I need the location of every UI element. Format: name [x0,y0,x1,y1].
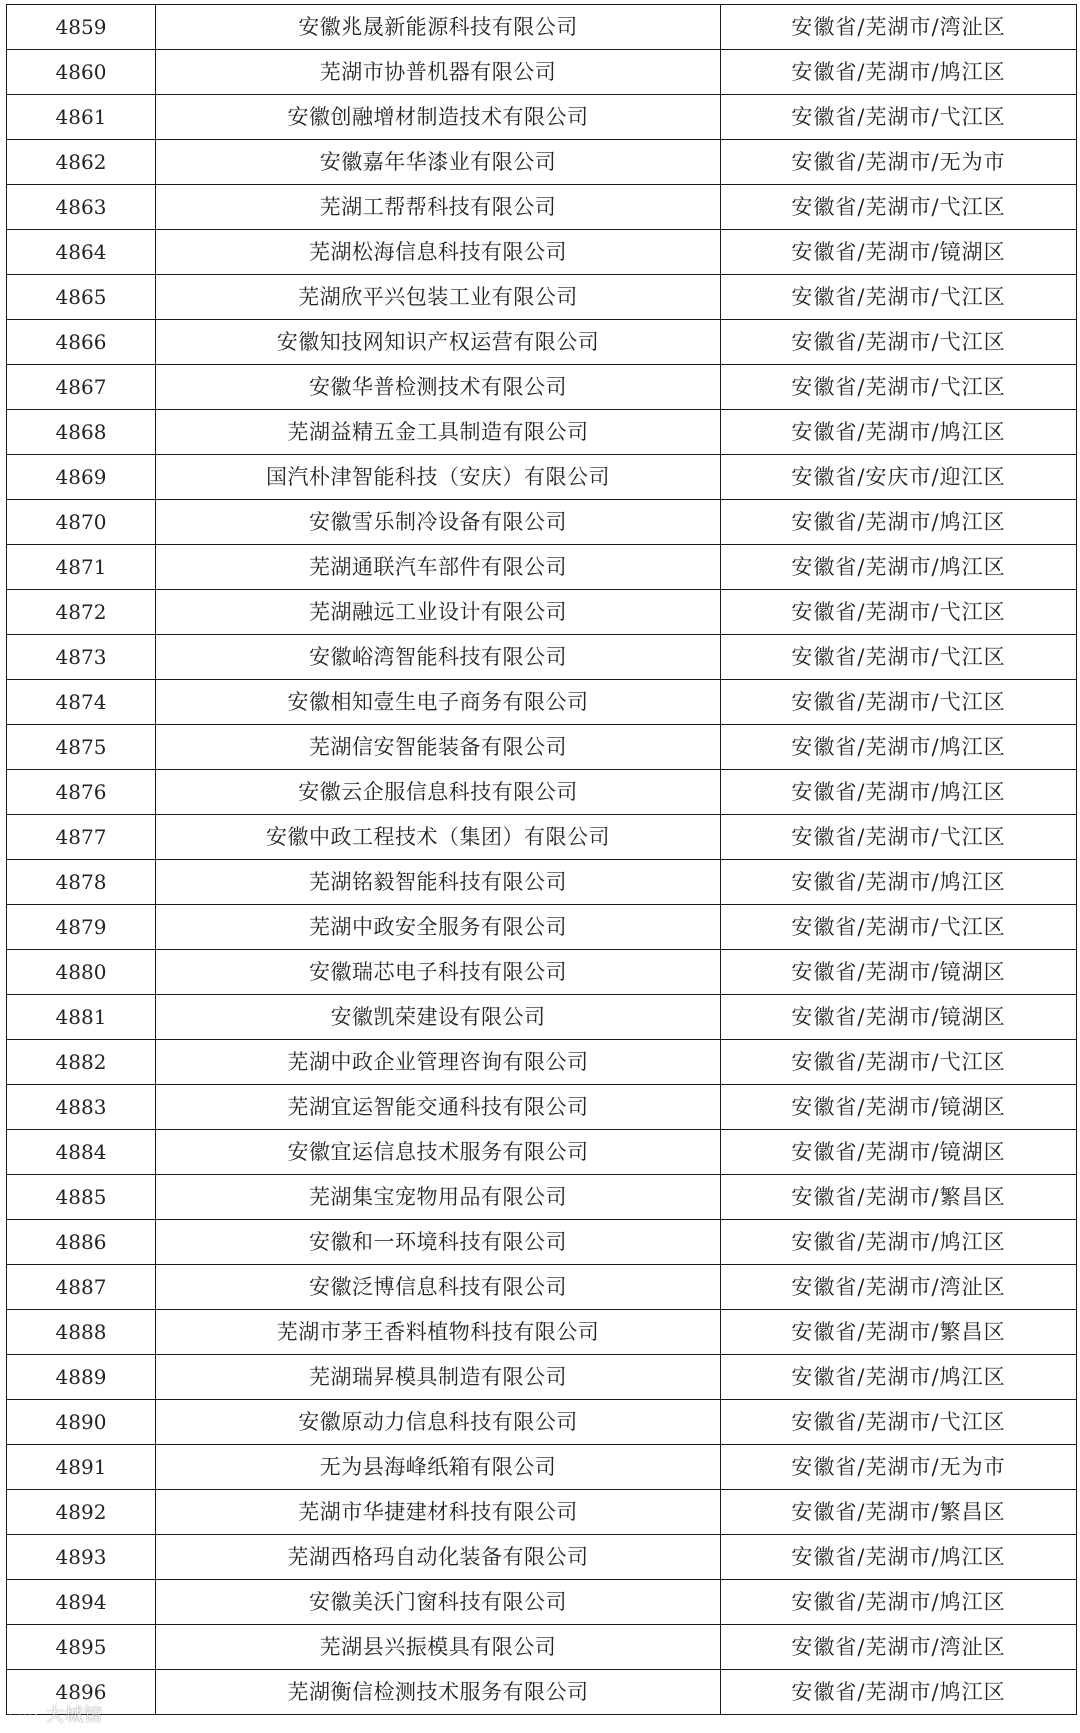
region: 安徽省/芜湖市/弋江区 [721,1400,1077,1445]
region: 安徽省/芜湖市/鸠江区 [721,545,1077,590]
company-name: 芜湖宜运智能交通科技有限公司 [156,1085,721,1130]
company-name: 安徽瑞芯电子科技有限公司 [156,950,721,995]
region: 安徽省/芜湖市/镜湖区 [721,950,1077,995]
company-name: 安徽雪乐制冷设备有限公司 [156,500,721,545]
table-row [7,1400,1077,1445]
table-row [7,905,1077,950]
table-row [7,1580,1077,1625]
company-name: 芜湖市协普机器有限公司 [156,50,721,95]
company-table [6,4,1077,1715]
table-row [7,230,1077,275]
row-number: 4894 [7,1580,156,1625]
region: 安徽省/芜湖市/鸠江区 [721,1670,1077,1715]
region: 安徽省/芜湖市/鸠江区 [721,860,1077,905]
row-number: 4885 [7,1175,156,1220]
company-name: 安徽中政工程技术（集团）有限公司 [156,815,721,860]
region: 安徽省/芜湖市/无为市 [721,140,1077,185]
table-row [7,1535,1077,1580]
region: 安徽省/芜湖市/镜湖区 [721,1085,1077,1130]
row-number: 4879 [7,905,156,950]
row-number: 4888 [7,1310,156,1355]
region: 安徽省/芜湖市/湾沚区 [721,1625,1077,1670]
row-number: 4886 [7,1220,156,1265]
table-row [7,1625,1077,1670]
region: 安徽省/芜湖市/弋江区 [721,275,1077,320]
table-row [7,1355,1077,1400]
row-number: 4864 [7,230,156,275]
table-row [7,1175,1077,1220]
row-number: 4887 [7,1265,156,1310]
company-name: 安徽知技网知识产权运营有限公司 [156,320,721,365]
row-number: 4860 [7,50,156,95]
table-row [7,95,1077,140]
watermark-text: 大城馆 [46,1705,103,1726]
company-name: 芜湖中政企业管理咨询有限公司 [156,1040,721,1085]
company-name: 芜湖铭毅智能科技有限公司 [156,860,721,905]
row-number: 4874 [7,680,156,725]
region: 安徽省/芜湖市/弋江区 [721,635,1077,680]
table-row [7,1085,1077,1130]
table-row [7,815,1077,860]
company-name: 芜湖瑞昇模具制造有限公司 [156,1355,721,1400]
row-number: 4877 [7,815,156,860]
row-number: 4883 [7,1085,156,1130]
region: 安徽省/芜湖市/鸠江区 [721,1355,1077,1400]
table-row [7,455,1077,500]
company-name: 芜湖通联汽车部件有限公司 [156,545,721,590]
company-name: 芜湖信安智能装备有限公司 [156,725,721,770]
region: 安徽省/芜湖市/镜湖区 [721,995,1077,1040]
region: 安徽省/芜湖市/弋江区 [721,365,1077,410]
row-number: 4867 [7,365,156,410]
row-number: 4878 [7,860,156,905]
region: 安徽省/芜湖市/鸠江区 [721,1220,1077,1265]
company-name: 安徽嘉年华漆业有限公司 [156,140,721,185]
row-number: 4895 [7,1625,156,1670]
row-number: 4884 [7,1130,156,1175]
company-name: 芜湖县兴振模具有限公司 [156,1625,721,1670]
row-number: 4891 [7,1445,156,1490]
row-number: 4890 [7,1400,156,1445]
region: 安徽省/芜湖市/弋江区 [721,590,1077,635]
region: 安徽省/芜湖市/弋江区 [721,905,1077,950]
row-number: 4889 [7,1355,156,1400]
table-row [7,1220,1077,1265]
region: 安徽省/芜湖市/繁昌区 [721,1310,1077,1355]
company-name: 安徽宜运信息技术服务有限公司 [156,1130,721,1175]
table-row [7,5,1077,50]
row-number: 4861 [7,95,156,140]
table-row [7,1490,1077,1535]
table-row [7,770,1077,815]
region: 安徽省/芜湖市/繁昌区 [721,1490,1077,1535]
row-number: 4865 [7,275,156,320]
table-row [7,500,1077,545]
row-number: 4880 [7,950,156,995]
table-row [7,725,1077,770]
table-row [7,635,1077,680]
row-number: 4881 [7,995,156,1040]
region: 安徽省/芜湖市/弋江区 [721,95,1077,140]
company-name: 芜湖欣平兴包装工业有限公司 [156,275,721,320]
region: 安徽省/芜湖市/无为市 [721,1445,1077,1490]
region: 安徽省/芜湖市/鸠江区 [721,410,1077,455]
table-row [7,140,1077,185]
row-number: 4859 [7,5,156,50]
company-name: 芜湖集宝宠物用品有限公司 [156,1175,721,1220]
row-number: 4893 [7,1535,156,1580]
region: 安徽省/芜湖市/湾沚区 [721,5,1077,50]
table-row [7,1670,1077,1715]
company-name: 安徽华普检测技术有限公司 [156,365,721,410]
row-number: 4870 [7,500,156,545]
row-number: 4873 [7,635,156,680]
region: 安徽省/芜湖市/鸠江区 [721,50,1077,95]
company-name: 芜湖中政安全服务有限公司 [156,905,721,950]
region: 安徽省/芜湖市/鸠江区 [721,1580,1077,1625]
region: 安徽省/芜湖市/弋江区 [721,185,1077,230]
company-name: 安徽凯荣建设有限公司 [156,995,721,1040]
company-name: 芜湖融远工业设计有限公司 [156,590,721,635]
table-row [7,590,1077,635]
table-row [7,275,1077,320]
region: 安徽省/芜湖市/弋江区 [721,680,1077,725]
region: 安徽省/芜湖市/鸠江区 [721,1535,1077,1580]
company-name: 安徽云企服信息科技有限公司 [156,770,721,815]
region: 安徽省/芜湖市/鸠江区 [721,725,1077,770]
table-row [7,1310,1077,1355]
company-name: 安徽和一环境科技有限公司 [156,1220,721,1265]
company-name: 芜湖西格玛自动化装备有限公司 [156,1535,721,1580]
company-name: 芜湖市华捷建材科技有限公司 [156,1490,721,1535]
row-number: 4863 [7,185,156,230]
table-row [7,995,1077,1040]
row-number: 4896 [7,1670,156,1715]
region: 安徽省/芜湖市/弋江区 [721,1040,1077,1085]
company-name: 安徽泛博信息科技有限公司 [156,1265,721,1310]
company-name: 芜湖松海信息科技有限公司 [156,230,721,275]
row-number: 4872 [7,590,156,635]
company-name: 芜湖益精五金工具制造有限公司 [156,410,721,455]
row-number: 4868 [7,410,156,455]
region: 安徽省/芜湖市/繁昌区 [721,1175,1077,1220]
region: 安徽省/芜湖市/鸠江区 [721,770,1077,815]
row-number: 4876 [7,770,156,815]
table-row [7,680,1077,725]
row-number: 4862 [7,140,156,185]
company-name: 芜湖衡信检测技术服务有限公司 [156,1670,721,1715]
company-name: 安徽峪湾智能科技有限公司 [156,635,721,680]
row-number: 4866 [7,320,156,365]
company-name: 芜湖工帮帮科技有限公司 [156,185,721,230]
company-name: 安徽兆晟新能源科技有限公司 [156,5,721,50]
region: 安徽省/芜湖市/湾沚区 [721,1265,1077,1310]
table-row [7,860,1077,905]
region: 安徽省/芜湖市/弋江区 [721,320,1077,365]
company-list-sheet [6,4,1076,1715]
company-name: 芜湖市茅王香料植物科技有限公司 [156,1310,721,1355]
table-row [7,320,1077,365]
table-row [7,365,1077,410]
table-row [7,950,1077,995]
table-row [7,1040,1077,1085]
table-row [7,50,1077,95]
region: 安徽省/芜湖市/镜湖区 [721,230,1077,275]
table-row [7,410,1077,455]
company-name: 无为县海峰纸箱有限公司 [156,1445,721,1490]
row-number: 4875 [7,725,156,770]
row-number: 4869 [7,455,156,500]
company-name: 安徽相知壹生电子商务有限公司 [156,680,721,725]
company-table-body [7,5,1077,1715]
region: 安徽省/芜湖市/弋江区 [721,815,1077,860]
company-name: 安徽原动力信息科技有限公司 [156,1400,721,1445]
region: 安徽省/芜湖市/鸠江区 [721,500,1077,545]
region: 安徽省/安庆市/迎江区 [721,455,1077,500]
company-name: 安徽美沃门窗科技有限公司 [156,1580,721,1625]
company-name: 国汽朴津智能科技（安庆）有限公司 [156,455,721,500]
table-row [7,1445,1077,1490]
region: 安徽省/芜湖市/镜湖区 [721,1130,1077,1175]
row-number: 4871 [7,545,156,590]
table-row [7,545,1077,590]
table-row [7,1130,1077,1175]
row-number: 4892 [7,1490,156,1535]
table-row [7,185,1077,230]
company-name: 安徽创融增材制造技术有限公司 [156,95,721,140]
table-row [7,1265,1077,1310]
row-number: 4882 [7,1040,156,1085]
